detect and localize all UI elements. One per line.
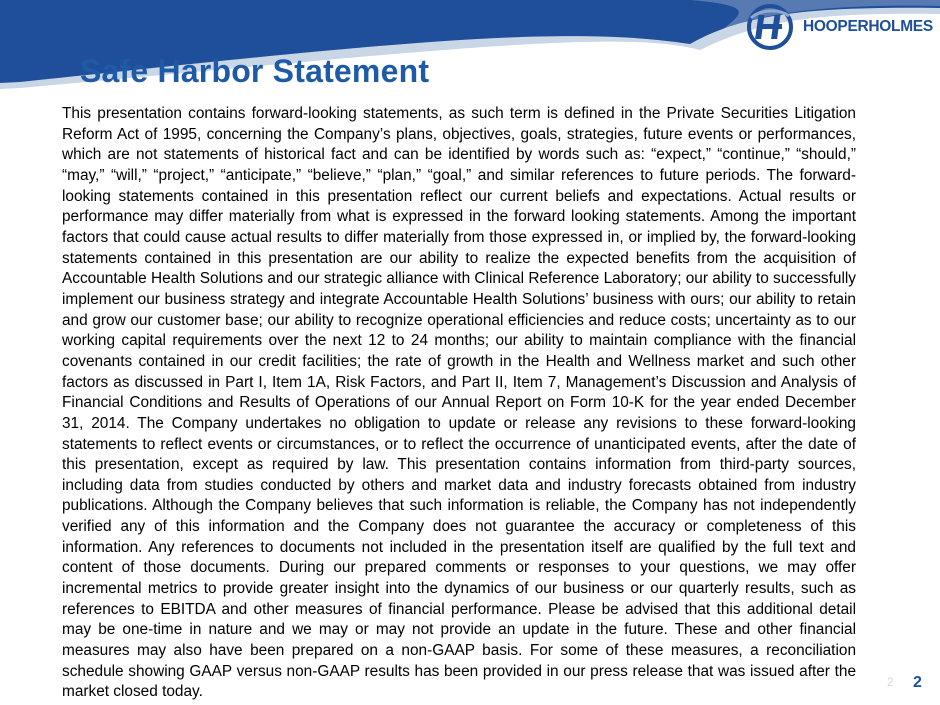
faded-page-number: 2 xyxy=(887,675,894,689)
hooper-holmes-h-mark-icon xyxy=(745,4,795,50)
logo-wordmark: HOOPERHOLMES xyxy=(803,18,933,35)
page-number: 2 xyxy=(913,674,922,691)
safe-harbor-paragraph: This presentation contains forward-looking statements, as such term is defined in the Private Securities Litigation Reform Act of 1995, concerning the Company’s plans, objectives, goals, strategies, future events or performances, which are not statements of historical fact and can be identified by words such as: “expect,” “continue,” “should,” “may,” “will,” “project,” “anticipate,” “believe,” “plan,” “goal,” and similar references to future periods. The forward-looking statements contained in this presentation reflect our current beliefs and expectations. Actual results or performance may differ materially from what is expressed in the forward looking statements. Among the important factors that could cause actual results to differ materially from those expressed in, or implied by, the forward-looking statements contained in this presentation are our ability to realize the expected benefits from the acquisition of Accountable Health Solutions and our strategic alliance with Clinical Reference Laboratory; our ability to successfully implement our business strategy and integrate Accountable Health Solutions’ business with ours; our ability to retain and grow our customer base; our ability to recognize operational efficiencies and reduce costs; uncertainty as to our working capital requirements over the next 12 to 24 months; our ability to maintain compliance with the financial covenants contained in our credit facilities; the rate of growth in the Health and Wellness market and such other factors as discussed in Part I, Item 1A, Risk Factors, and Part II, Item 7, Management’s Discussion and Analysis of Financial Conditions and Results of Operations of our Annual Report on Form 10-K for the year ended December 31, 2014. The Company undertakes no obligation to update or release any revisions to these forward-looking statements to reflect events or circumstances, or to reflect the occurrence of unanticipated events, after the date of this presentation, except as required by law. This presentation contains information from third-party sources, including data from studies conducted by others and market data and industry forecasts obtained from industry publications. Although the Company believes that such information is reliable, the Company has not independently verified any of this information and the Company does not guarantee the accuracy or completeness of this information. Any references to documents not included in the presentation itself are qualified by the full text and content of those documents. During our prepared comments or responses to your questions, we may offer incremental metrics to provide greater insight into the dynamics of our business or our quarterly results, such as references to EBITDA and other measures of financial performance. Please be advised that this additional detail may be one-time in nature and we may or may not provide an update in the future. These and other financial measures may also have been prepared on a non-GAAP basis. For some of these measures, a reconciliation schedule showing GAAP versus non-GAAP results has been provided in our press release that was issued after the market closed today. xyxy=(62,105,856,701)
slide-title: Safe Harbor Statement xyxy=(80,53,430,89)
company-logo xyxy=(745,4,935,50)
